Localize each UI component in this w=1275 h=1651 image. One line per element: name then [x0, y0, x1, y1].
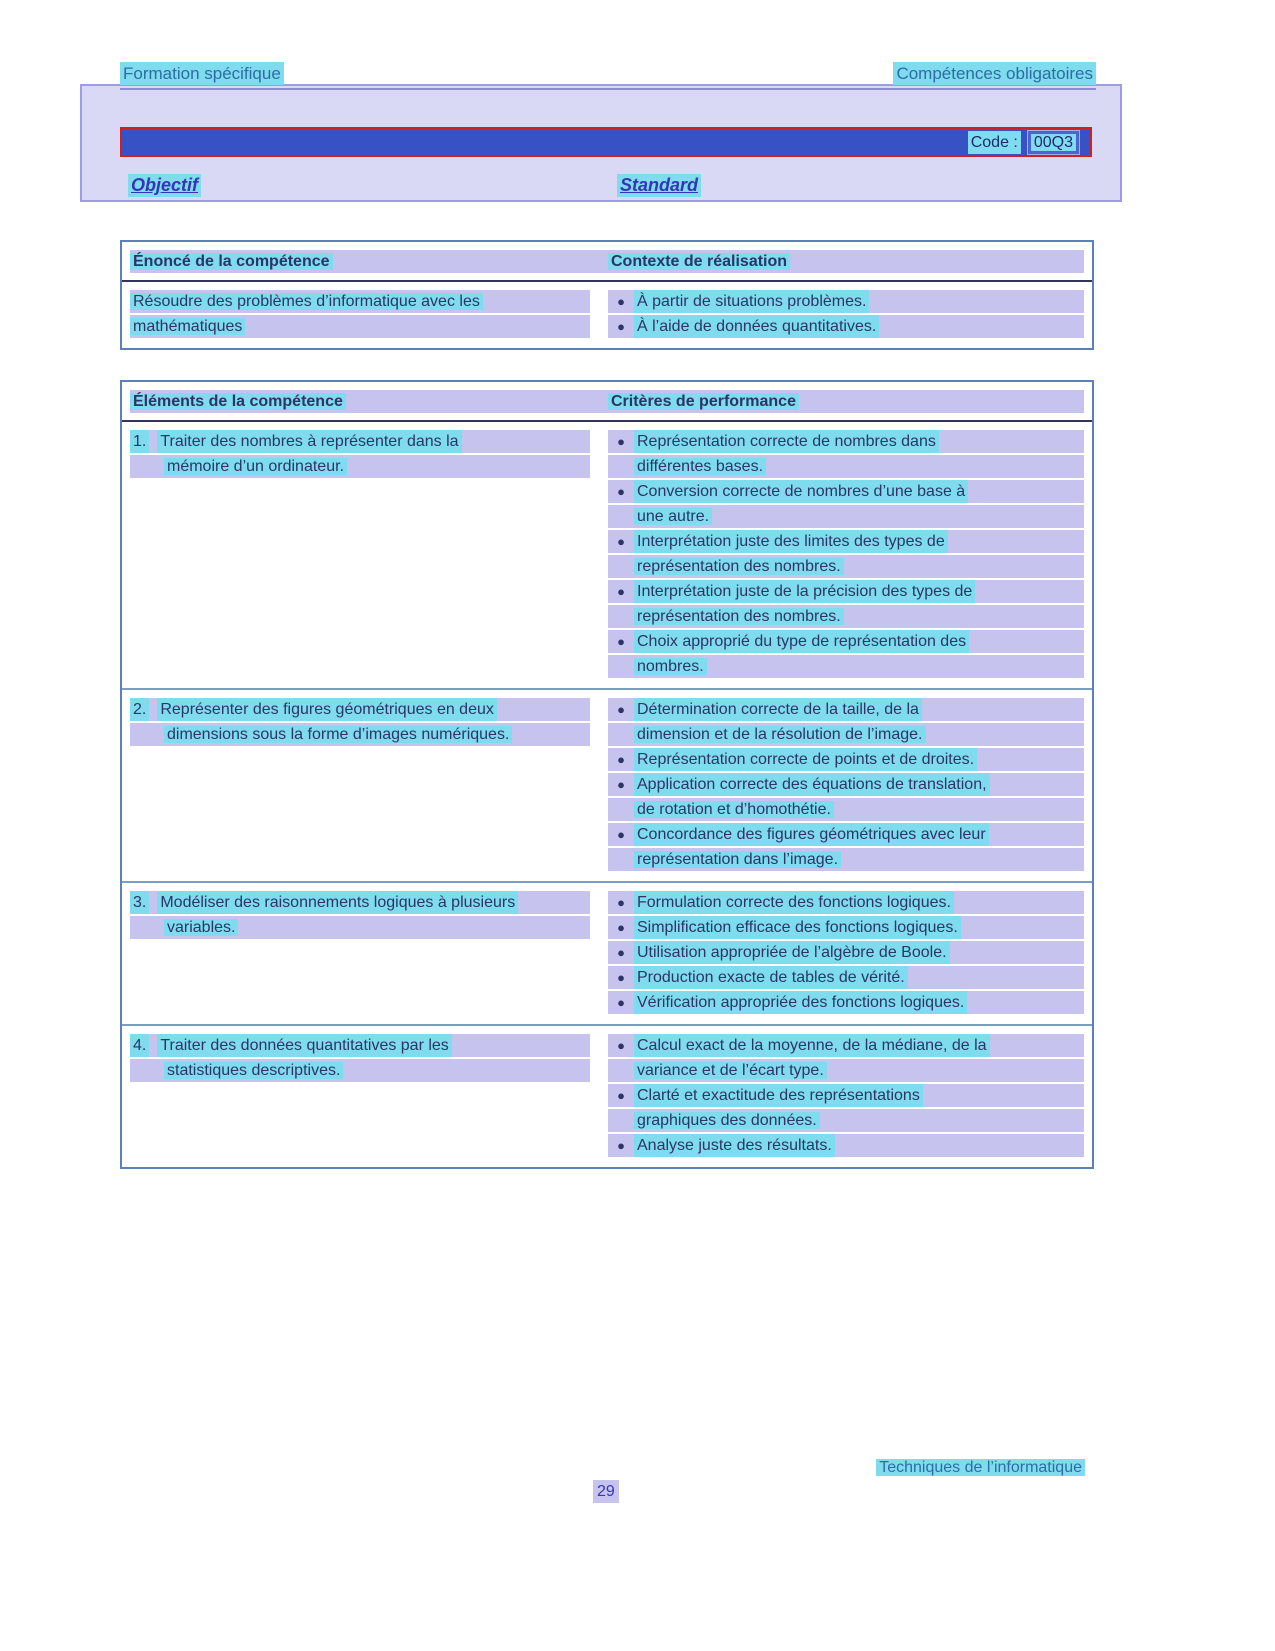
bullet-continuation [608, 1109, 1084, 1132]
text-line [130, 916, 590, 939]
bullet-icon: ● [617, 1038, 625, 1053]
bullet-line [608, 580, 1084, 603]
bullet-line [608, 991, 1084, 1014]
bullet-line [608, 966, 1084, 989]
footer-text: Techniques de l’informatique [876, 1459, 1085, 1476]
element-cell [130, 698, 608, 873]
bullet-text: Formulation correcte des fonctions logiques. [634, 891, 954, 914]
bullet-text: Application correcte des équations de translation, [634, 773, 990, 796]
contexte-cell [608, 290, 1084, 340]
element-text: statistiques descriptives. [164, 1062, 343, 1079]
criteria-cell [608, 430, 1084, 680]
text-line [130, 315, 590, 338]
bullet-continuation [608, 455, 1084, 478]
header-line [608, 390, 1084, 413]
item-number: 1. [130, 430, 149, 453]
header-cell-elements [130, 390, 608, 415]
bullet-text: Détermination correcte de la taille, de la [634, 698, 922, 721]
bullet-icon: ● [617, 294, 625, 309]
bullet-line [608, 1084, 1084, 1107]
header-text: Énoncé de la compétence [130, 253, 333, 270]
bullet-text: Conversion correcte de nombres d’une base à [634, 480, 968, 503]
bullet-line [608, 941, 1084, 964]
text-line [130, 1034, 590, 1057]
text-line [130, 723, 590, 746]
element-text: dimensions sous la forme d’images numériques. [164, 726, 512, 743]
header-cell-enonce [130, 250, 608, 275]
bullet-text: différentes bases. [634, 458, 766, 475]
bullet-text: variance et de l’écart type. [634, 1062, 827, 1079]
bullet-icon: ● [617, 484, 625, 499]
bullet-line [608, 891, 1084, 914]
bullet-icon: ● [617, 634, 625, 649]
bullet-text: Représentation correcte de nombres dans [634, 430, 939, 453]
code-value: 00Q3 [1031, 134, 1076, 151]
elements-table [120, 380, 1094, 1169]
bullet-line [608, 430, 1084, 453]
text-line [130, 1059, 590, 1082]
bullet-icon: ● [617, 702, 625, 717]
code-label: Code : [968, 131, 1021, 154]
bullet-text: Interprétation juste des limites des types de [634, 530, 948, 553]
bullet-text: À l’aide de données quantitatives. [634, 315, 879, 338]
competence-table-header [122, 242, 1092, 282]
element-cell [130, 430, 608, 680]
bullet-icon: ● [617, 584, 625, 599]
header-cell-criteres [608, 390, 1084, 415]
header-left-label: Formation spécifique [120, 62, 284, 85]
text-line [130, 455, 590, 478]
text-line [130, 290, 590, 313]
bullet-icon: ● [617, 827, 625, 842]
bullet-continuation [608, 848, 1084, 871]
enonce-text: mathématiques [130, 318, 245, 335]
header-text: Contexte de réalisation [608, 253, 790, 270]
bullet-line [608, 315, 1084, 338]
standard-label: Standard [617, 174, 701, 197]
page-number: 29 [593, 1480, 619, 1503]
element-text: mémoire d’un ordinateur. [164, 458, 347, 475]
bullet-icon: ● [617, 920, 625, 935]
bullet-text: Calcul exact de la moyenne, de la médiane, de la [634, 1034, 990, 1057]
bullet-line [608, 530, 1084, 553]
bullet-text: Simplification efficace des fonctions logiques. [634, 916, 961, 939]
element-text: Modéliser des raisonnements logiques à plusieurs [157, 891, 518, 914]
bullet-text: Choix approprié du type de représentation des [634, 630, 969, 653]
objectif-standard-row [120, 174, 1096, 200]
bullet-continuation [608, 798, 1084, 821]
element-cell [130, 1034, 608, 1159]
table-row [122, 282, 1092, 348]
header-line [608, 250, 1084, 273]
bullet-continuation [608, 505, 1084, 528]
table-row [122, 688, 1092, 881]
bullet-text: À partir de situations problèmes. [634, 290, 869, 313]
bullet-text: Clarté et exactitude des représentations [634, 1084, 923, 1107]
header-line [130, 250, 608, 273]
bullet-text: représentation des nombres. [634, 608, 844, 625]
bullet-icon: ● [617, 995, 625, 1010]
bullet-line [608, 630, 1084, 653]
bullet-continuation [608, 1059, 1084, 1082]
footer-program-label [876, 1456, 1085, 1479]
element-text: Traiter des nombres à représenter dans la [157, 430, 461, 453]
bullet-text: Vérification appropriée des fonctions logiques. [634, 991, 967, 1014]
element-text: Traiter des données quantitatives par les [157, 1034, 451, 1057]
bullet-text: Production exacte de tables de vérité. [634, 966, 908, 989]
bullet-icon: ● [617, 752, 625, 767]
bullet-continuation [608, 555, 1084, 578]
code-value-box [1027, 130, 1080, 155]
bullet-text: Représentation correcte de points et de droites. [634, 748, 977, 771]
bullet-text: représentation des nombres. [634, 558, 844, 575]
table-row [122, 422, 1092, 688]
bullet-icon: ● [617, 1088, 625, 1103]
table-row [122, 881, 1092, 1024]
bullet-continuation [608, 723, 1084, 746]
enonce-text: Résoudre des problèmes d’informatique avec les [130, 293, 483, 310]
objectif-label: Objectif [128, 174, 201, 197]
elements-table-header [122, 382, 1092, 422]
bullet-icon: ● [617, 945, 625, 960]
header-line [130, 390, 608, 413]
bullet-line [608, 698, 1084, 721]
page-header [120, 62, 1096, 90]
bullet-line [608, 1034, 1084, 1057]
bullet-text: représentation dans l’image. [634, 851, 841, 868]
bullet-icon: ● [617, 434, 625, 449]
bullet-text: Concordance des figures géométriques avec leur [634, 823, 989, 846]
bullet-text: dimension et de la résolution de l’image. [634, 726, 926, 743]
bullet-line [608, 823, 1084, 846]
item-number: 2. [130, 698, 149, 721]
element-cell [130, 891, 608, 1016]
bullet-line [608, 748, 1084, 771]
bullet-text: Analyse juste des résultats. [634, 1134, 835, 1157]
header-cell-contexte [608, 250, 1084, 275]
text-line [130, 891, 590, 914]
element-text: Représenter des figures géométriques en deux [157, 698, 497, 721]
bullet-icon: ● [617, 970, 625, 985]
bullet-text: nombres. [634, 658, 707, 675]
bullet-line [608, 1134, 1084, 1157]
bullet-icon: ● [617, 534, 625, 549]
bullet-icon: ● [617, 895, 625, 910]
text-line [130, 430, 590, 453]
criteria-cell [608, 891, 1084, 1016]
criteria-cell [608, 698, 1084, 873]
table-row [122, 1024, 1092, 1167]
header-text: Éléments de la compétence [130, 393, 346, 410]
bullet-text: de rotation et d’homothétie. [634, 801, 834, 818]
text-line [130, 698, 590, 721]
criteria-cell [608, 1034, 1084, 1159]
bullet-continuation [608, 655, 1084, 678]
bullet-line [608, 480, 1084, 503]
bullet-text: une autre. [634, 508, 712, 525]
bullet-text: Interprétation juste de la précision des types de [634, 580, 975, 603]
bullet-line [608, 773, 1084, 796]
bullet-icon: ● [617, 777, 625, 792]
code-banner [120, 127, 1092, 157]
bullet-text: Utilisation appropriée de l’algèbre de Boole. [634, 941, 950, 964]
bullet-icon: ● [617, 1138, 625, 1153]
enonce-cell [130, 290, 608, 340]
bullet-text: graphiques des données. [634, 1112, 820, 1129]
element-text: variables. [164, 919, 238, 936]
bullet-icon: ● [617, 319, 625, 334]
competence-table [120, 240, 1094, 350]
item-number: 3. [130, 891, 149, 914]
bullet-continuation [608, 605, 1084, 628]
bullet-line [608, 916, 1084, 939]
item-number: 4. [130, 1034, 149, 1057]
bullet-line [608, 290, 1084, 313]
header-right-label: Compétences obligatoires [893, 62, 1096, 85]
header-text: Critères de performance [608, 393, 799, 410]
